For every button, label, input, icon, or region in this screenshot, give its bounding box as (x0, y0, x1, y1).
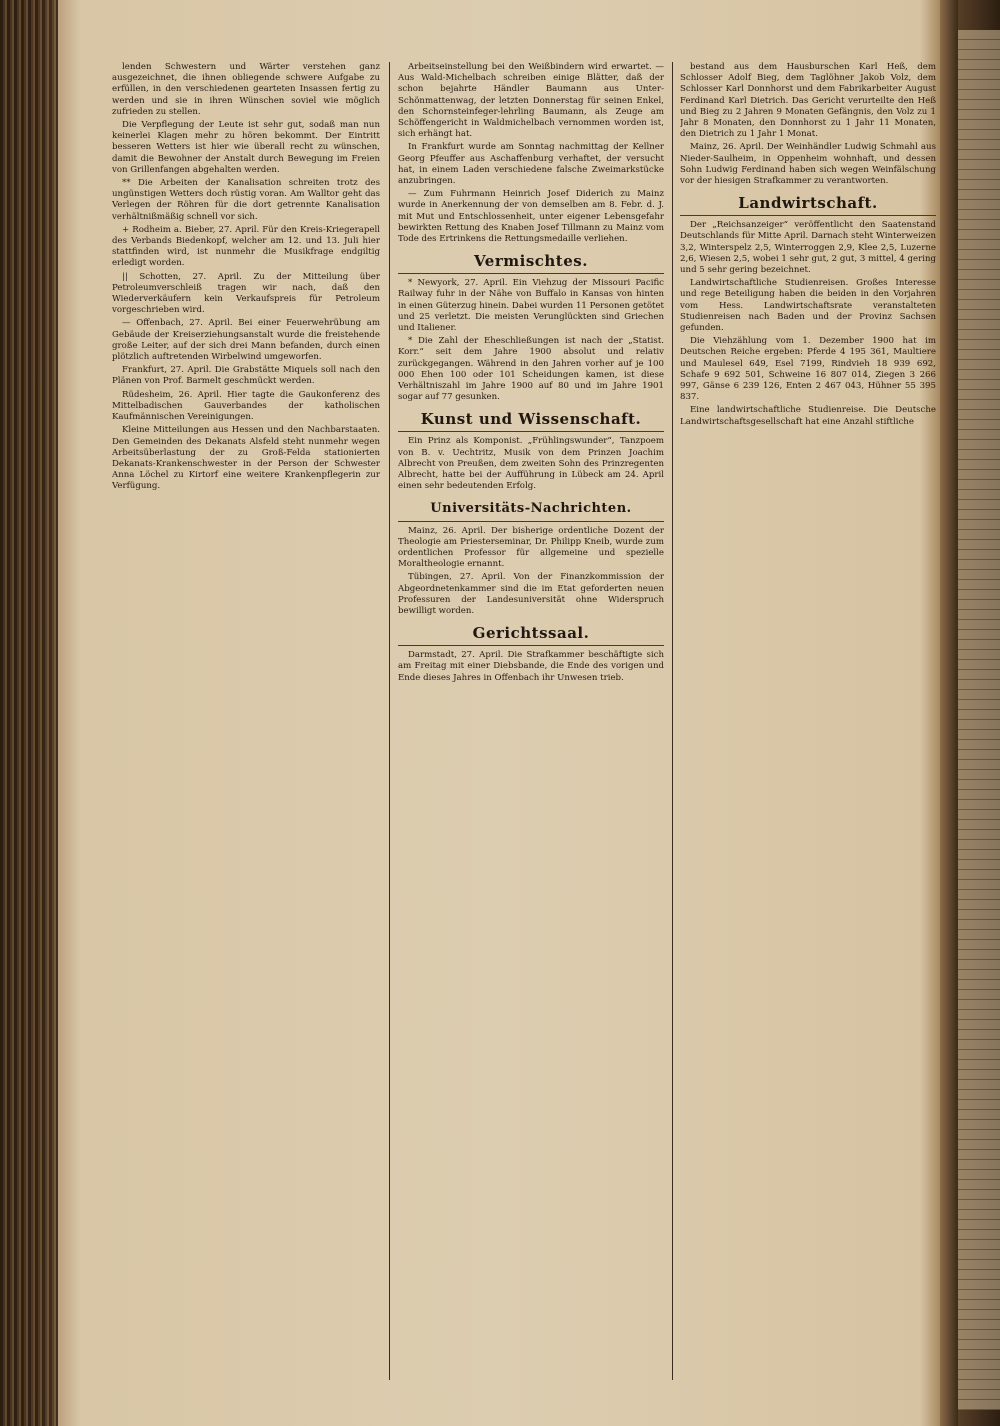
article-paragraph: — Offenbach, 27. April. Bei einer Feuerwehrübung am Gebäude der Kreiserziehungsanstalt wurde die freistehende große Leiter, auf der sich drei Mann befanden, durch einen plötzlich auftretenden Wirbelwind umgeworfen. (112, 318, 380, 363)
article-paragraph: Die Verpflegung der Leute ist sehr gut, sodaß man nun keinerlei Klagen mehr zu hören bekommt. Der Eintritt besseren Wetters ist hier wie überall recht zu wünschen, damit die Bewohner der Anstalt durch Bewegung im Freien von Grillenfangen abgehalten werden. (112, 120, 380, 175)
article-paragraph: Die Viehzählung vom 1. Dezember 1900 hat im Deutschen Reiche ergeben: Pferde 4 195 361, Maultiere und Maulesel 649, Esel 7199, Rindvieh 18 939 692, Schafe 9 692 501, Schweine 16 807 014, Ziegen 3 266 997, Gänse 6 239 126, Enten 2 467 043, Hühner 55 395 837. (680, 336, 936, 403)
article-paragraph: Tübingen, 27. April. Von der Finanzkommission der Abgeordnetenkammer sind die im Etat geforderten neuen Professuren der Landesuniversität ohne Widerspruch bewilligt worden. (398, 572, 664, 616)
article-paragraph: Ein Prinz als Komponist. „Frühlingswunder“, Tanzpoem von B. v. Uechtritz, Musik von dem Prinzen Joachim Albrecht von Preußen, dem zweiten Sohn des Prinzregenten Albrecht, hatte bei der Aufführung in Lübeck am 24. April einen sehr bedeutenden Erfolg. (398, 436, 664, 492)
article-paragraph: bestand aus dem Hausburschen Karl Heß, dem Schlosser Adolf Bieg, dem Taglöhner Jakob Volz, dem Schlosser Karl Donnhorst und dem Fabrikarbeiter August Ferdinand Karl Dietrich. Das Gericht verurteilte den Heß und Bieg zu 2 Jahren 9 Monaten Gefängnis, den Volz zu 1 Jahr 8 Monaten, den Donnhorst zu 1 Jahr 11 Monaten, den Dietrich zu 1 Jahr 1 Monat. (680, 62, 936, 140)
article-paragraph: Darmstadt, 27. April. Die Strafkammer beschäftigte sich am Freitag mit einer Diebsbande, die Ende des vorigen und Ende dieses Jahres in Offenbach ihr Unwesen trieb. (398, 650, 664, 683)
column-rule (389, 62, 390, 1380)
article-paragraph: — Zum Fuhrmann Heinrich Josef Diderich zu Mainz wurde in Anerkennung der von demselben am 8. Febr. d. J. mit Mut und Entschlossenheit, unter eigener Lebensgefahr bewirkten Rettung des Knaben Josef Tillmann zu Mainz vom Tode des Ertrinkens die Rettungsmedaille verliehen. (398, 189, 664, 245)
article-paragraph: Frankfurt, 27. April. Die Grabstätte Miquels soll nach den Plänen von Prof. Barmelt geschmückt werden. (112, 365, 380, 387)
section-heading-landwirtschaft: Landwirtschaft. (680, 193, 936, 216)
article-paragraph: ** Die Arbeiten der Kanalisation schreiten trotz des ungünstigen Wetters doch rüstig voran. Am Walltor geht das Verlegen der Röhren für die dort getrennte Kanalisation verhältnißmäßig schnell vor sich. (112, 178, 380, 222)
article-paragraph: In Frankfurt wurde am Sonntag nachmittag der Kellner Georg Pfeuffer aus Aschaffenburg verhaftet, der versucht hat, in einem Laden verschiedene falsche Zweimarkstücke anzubringen. (398, 142, 664, 187)
article-paragraph: Mainz, 26. April. Der bisherige ordentliche Dozent der Theologie am Priesterseminar, Dr. Philipp Kneib, wurde zum ordentlichen Professor für allgemeine und spezielle Moraltheologie ernannt. (398, 525, 664, 570)
article-paragraph: * Newyork, 27. April. Ein Viehzug der Missouri Pacific Railway fuhr in der Nähe von Buffalo in Kansas von hinten in einen Güterzug hinein. Dabei wurden 11 Personen getötet und 25 verletzt. Die meisten Verunglückten sind Griechen und Italiener. (398, 278, 664, 334)
article-paragraph: Mainz, 26. April. Der Weinhändler Ludwig Schmahl aus Nieder-Saulheim, in Oppenheim wohnhaft, und dessen Sohn Ludwig Ferdinand haben sich wegen Weinfälschung vor der hiesigen Strafkammer zu verantworten. (680, 142, 936, 187)
section-heading-gerichtssaal: Gerichtssaal. (398, 623, 664, 646)
article-paragraph: Kleine Mitteilungen aus Hessen und den Nachbarstaaten. Den Gemeinden des Dekanats Alsfeld steht nunmehr wegen Arbeitsüberlastung der zu Groß-Felda stationierten Dekanats-Krankenschwester in der Person der Schwester Anna Löchel zu Kirtorf eine weitere Krankenpflegerin zur Verfügung. (112, 425, 380, 492)
section-heading-vermischtes: Vermischtes. (398, 251, 664, 274)
article-paragraph: Landwirtschaftliche Studienreisen. Großes Interesse und rege Beteiligung haben die beiden in den Vorjahren vom Hess. Landwirtschaftsrate veranstalteten Studienreisen nach Baden und der Provinz Sachsen gefunden. (680, 278, 936, 334)
newspaper-page (112, 62, 936, 1380)
article-paragraph: Der „Reichsanzeiger“ veröffentlicht den Saatenstand Deutschlands für Mitte April. Darnach steht Winterweizen 3,2, Winterspelz 2,5, Winterroggen 2,9, Klee 2,5, Luzerne 2,6, Wiesen 2,5, wobei 1 sehr gut, 2 gut, 3 mittel, 4 gering und 5 sehr gering bezeichnet. (680, 220, 936, 276)
article-paragraph: lenden Schwestern und Wärter verstehen ganz ausgezeichnet, die ihnen obliegende schwere Aufgabe zu erfüllen, in den verschiedenen gearteten Insassen fertig zu werden und sie in ihren Wünschen soviel wie möglich zufrieden zu stellen. (112, 62, 380, 117)
article-paragraph: Rüdesheim, 26. April. Hier tagte die Gaukonferenz des Mittelbadischen Gauverbandes der katholischen Kaufmännischen Vereinigungen. (112, 389, 380, 423)
section-heading-universitaet: Universitäts-Nachrichten. (398, 499, 664, 522)
section-heading-kunst: Kunst und Wissenschaft. (398, 409, 664, 432)
article-paragraph: * Die Zahl der Eheschließungen ist nach der „Statist. Korr.“ seit dem Jahre 1900 absolut und relativ zurückgegangen. Während in den Jahren vorher auf je 100 000 Ehen 100 oder 101 Scheidungen kamen, ist diese Verhältniszahl im Jahre 1900 auf 80 und im Jahre 1901 sogar auf 77 gesunken. (398, 336, 664, 403)
column-3 (680, 62, 936, 1380)
article-paragraph: Eine landwirtschaftliche Studienreise. Die Deutsche Landwirtschaftsgesellschaft hat eine Anzahl stiftliche (680, 405, 936, 427)
column-2 (398, 62, 664, 1380)
column-rule (672, 62, 673, 1380)
article-paragraph: Arbeitseinstellung bei den Weißbindern wird erwartet. — Aus Wald-Michelbach schreiben einige Blätter, daß der schon bejahrte Händler Baumann aus Unter-Schönmattenwag, der letzten Donnerstag für seinen Enkel, den Schornsteinfeger-lehrling Baumann, als Zeuge am Schöffengericht in Waldmichelbach vernommen worden ist, sich erhängt hat. (398, 62, 664, 140)
book-binding-right (940, 0, 958, 1426)
book-binding-left (0, 0, 58, 1426)
article-paragraph: || Schotten, 27. April. Zu der Mitteilung über Petroleumverschleiß tragen wir nach, daß den Wiederverkäufern kein Verkaufspreis für Petroleum vorgeschrieben wird. (112, 271, 380, 316)
adjacent-page-strip (958, 30, 1000, 1410)
column-1 (112, 62, 380, 1380)
article-paragraph: + Rodheim a. Bieber, 27. April. Für den Kreis-Kriegerapell des Verbands Biedenkopf, welcher am 12. und 13. Juli hier stattfinden wird, ist nunmehr die Musikfrage endgiltig erledigt worden. (112, 224, 380, 269)
